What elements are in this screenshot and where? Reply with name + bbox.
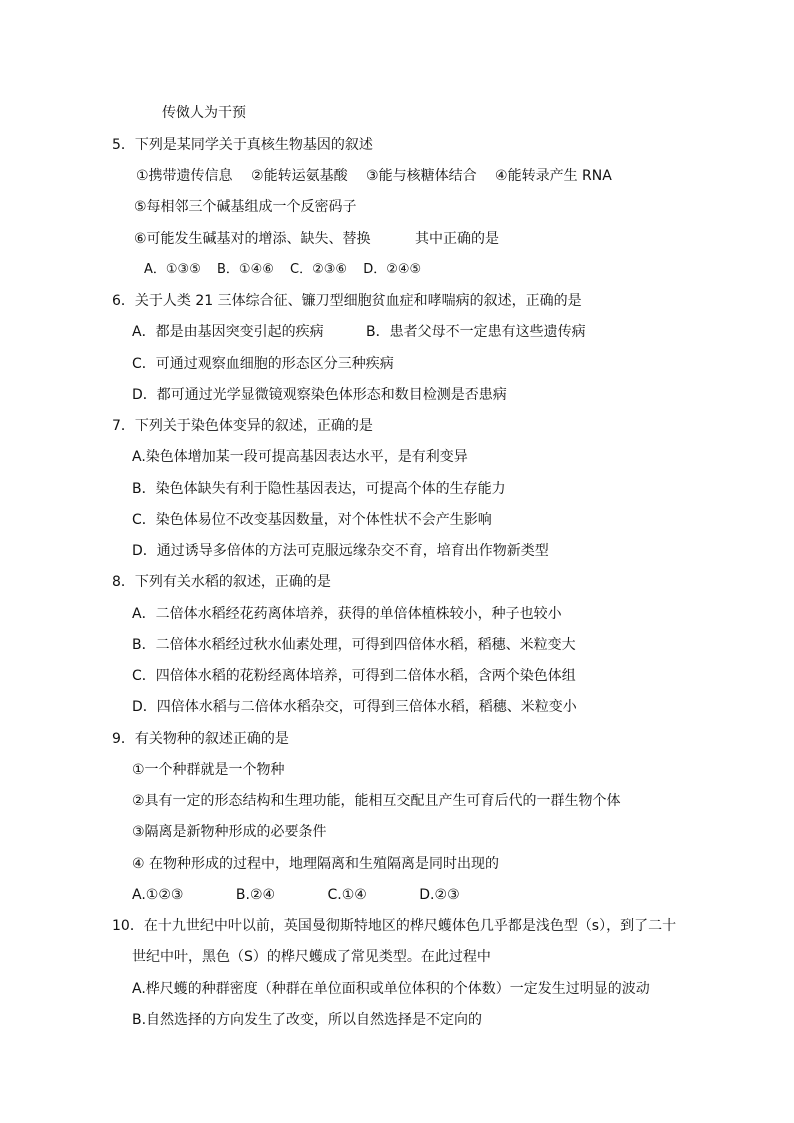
q5-item-3: ③能与核糖体结合 [366, 168, 477, 184]
q8-option-b: B．二倍体水稻经过秋水仙素处理，可得到四倍体水稻，稻穗、米粒变大 [132, 637, 576, 653]
q5-tail: 其中正确的是 [415, 231, 500, 247]
q10-option-a: A.桦尺蠖的种群密度（种群在单位面积或单位体积的个体数）一定发生过明显的波动 [132, 981, 650, 997]
q9-option-d: D.②③ [419, 887, 460, 903]
q6-option-d: D．都可通过光学显微镜观察染色体形态和数目检测是否患病 [132, 387, 507, 403]
q5-item-5: ⑤每相邻三个碱基组成一个反密码子 [134, 199, 357, 215]
question-6-stem: 6．关于人类 21 三体综合征、镰刀型细胞贫血症和哮喘病的叙述，正确的是 [112, 293, 582, 309]
q9-option-c: C.①④ [327, 887, 367, 903]
q6-option-c: C．可通过观察血细胞的形态区分三种疾病 [132, 356, 394, 372]
q5-option-b: B．①④⑥ [217, 262, 274, 277]
question-6-options-row [132, 323, 586, 341]
question-5-items-row-2 [134, 230, 499, 248]
q9-option-a: A.①②③ [132, 887, 184, 903]
q7-option-d: D．通过诱导多倍体的方法可克服远缘杂交不育，培育出作物新类型 [132, 543, 549, 559]
q5-item-6: ⑥可能发生碱基对的增添、缺失、替换 [134, 231, 371, 247]
question-10-stem: 10．在十九世纪中叶以前，英国曼彻斯特地区的桦尺蠖体色几乎都是浅色型（s），到了二十 [112, 918, 677, 934]
q5-item-1: ①携带遗传信息 [136, 168, 233, 184]
q5-option-c: C．②③⑥ [290, 262, 348, 277]
q8-option-d: D．四倍体水稻与二倍体水稻杂交，可得到三倍体水稻，稻穗、米粒变小 [132, 699, 577, 715]
question-8-stem: 8．下列有关水稻的叙述，正确的是 [112, 574, 331, 590]
question-9-options [132, 886, 460, 904]
q6-option-b: B．患者父母不一定患有这些遗传病 [366, 324, 586, 340]
q7-option-b: B．染色体缺失有利于隐性基因表达，可提高个体的生存能力 [132, 481, 506, 497]
q8-option-c: C．四倍体水稻的花粉经离体培养，可得到二倍体水稻，含两个染色体组 [132, 668, 576, 684]
q5-item-2: ②能转运氨基酸 [251, 168, 348, 184]
q5-item-4: ④能转录产生 RNA [495, 168, 612, 184]
q9-option-b: B.②④ [235, 887, 276, 903]
q6-option-a: A．都是由基因突变引起的疾病 [132, 324, 324, 340]
question-5-stem: 5．下列是某同学关于真核生物基因的叙述 [112, 137, 373, 153]
q7-option-a: A.染色体增加某一段可提高基因表达水平，是有利变异 [132, 449, 468, 465]
question-10-stem-continued: 世纪中叶，黑色（S）的桦尺蠖成了常见类型。在此过程中 [132, 949, 491, 965]
q9-item-4: ④ 在物种形成的过程中，地理隔离和生殖隔离是同时出现的 [132, 856, 499, 872]
question-5-options [144, 261, 421, 279]
q5-option-a: A．①③⑤ [144, 262, 201, 277]
q7-option-c: C．染色体易位不改变基因数量，对个体性状不会产生影响 [132, 512, 492, 528]
q10-option-b: B.自然选择的方向发生了改变，所以自然选择是不定向的 [132, 1012, 483, 1028]
question-9-stem: 9．有关物种的叙述正确的是 [112, 731, 289, 747]
q9-item-2: ②具有一定的形态结构和生理功能，能相互交配且产生可育后代的一群生物个体 [132, 793, 621, 809]
continuation-line: 传傚人为干预 [162, 105, 246, 121]
question-5-items-row [136, 167, 612, 185]
q9-item-1: ①一个种群就是一个物种 [132, 762, 285, 778]
q9-item-3: ③隔离是新物种形成的必要条件 [132, 824, 327, 840]
q8-option-a: A．二倍体水稻经花药离体培养，获得的单倍体植株较小，种子也较小 [132, 606, 562, 622]
q5-option-d: D．②④⑤ [363, 262, 422, 277]
question-7-stem: 7．下列关于染色体变异的叙述，正确的是 [112, 418, 373, 434]
